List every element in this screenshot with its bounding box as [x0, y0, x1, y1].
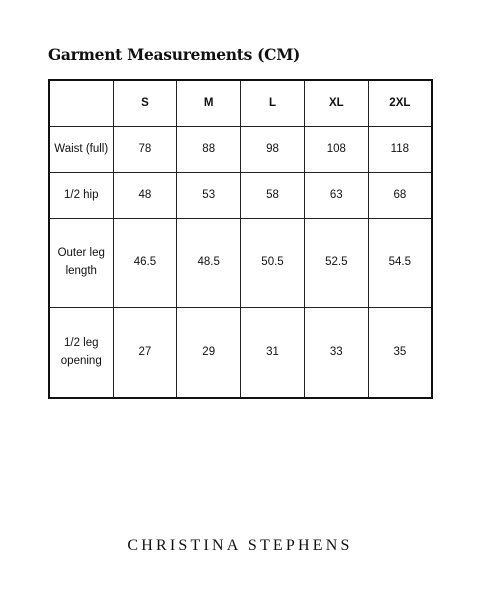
- table-row: [49, 219, 432, 308]
- header-cell-empty: [49, 80, 113, 127]
- table-cell: 31: [241, 308, 305, 398]
- header-cell-l: L: [241, 80, 305, 127]
- page-title: Garment Measurements (CM): [48, 45, 301, 64]
- table-cell: 58: [241, 173, 305, 219]
- table-cell: 46.5: [113, 219, 177, 308]
- header-cell-2xl: 2XL: [368, 80, 432, 127]
- row-label: Outer leg length: [49, 219, 113, 308]
- table-cell: 33: [304, 308, 368, 398]
- table-row: [49, 173, 432, 219]
- table-cell: 53: [177, 173, 241, 219]
- table-row: [49, 308, 432, 398]
- table-cell: 48.5: [177, 219, 241, 308]
- table-cell: 52.5: [304, 219, 368, 308]
- table-cell: 88: [177, 127, 241, 173]
- table-cell: 68: [368, 173, 432, 219]
- table-cell: 98: [241, 127, 305, 173]
- header-cell-m: M: [177, 80, 241, 127]
- row-label: Waist (full): [49, 127, 113, 173]
- brand-wordmark: CHRISTINA STEPHENS: [127, 537, 353, 554]
- header-cell-s: S: [113, 80, 177, 127]
- table-cell: 63: [304, 173, 368, 219]
- table-row: [49, 127, 432, 173]
- table-cell: 108: [304, 127, 368, 173]
- measurement-table: [48, 79, 433, 399]
- row-label: 1/2 leg opening: [49, 308, 113, 398]
- table-cell: 78: [113, 127, 177, 173]
- row-label: 1/2 hip: [49, 173, 113, 219]
- table-cell: 35: [368, 308, 432, 398]
- table-cell: 50.5: [241, 219, 305, 308]
- table-cell: 27: [113, 308, 177, 398]
- table-header-row: [49, 80, 432, 127]
- table-cell: 48: [113, 173, 177, 219]
- table-cell: 54.5: [368, 219, 432, 308]
- header-cell-xl: XL: [304, 80, 368, 127]
- table-cell: 118: [368, 127, 432, 173]
- table-cell: 29: [177, 308, 241, 398]
